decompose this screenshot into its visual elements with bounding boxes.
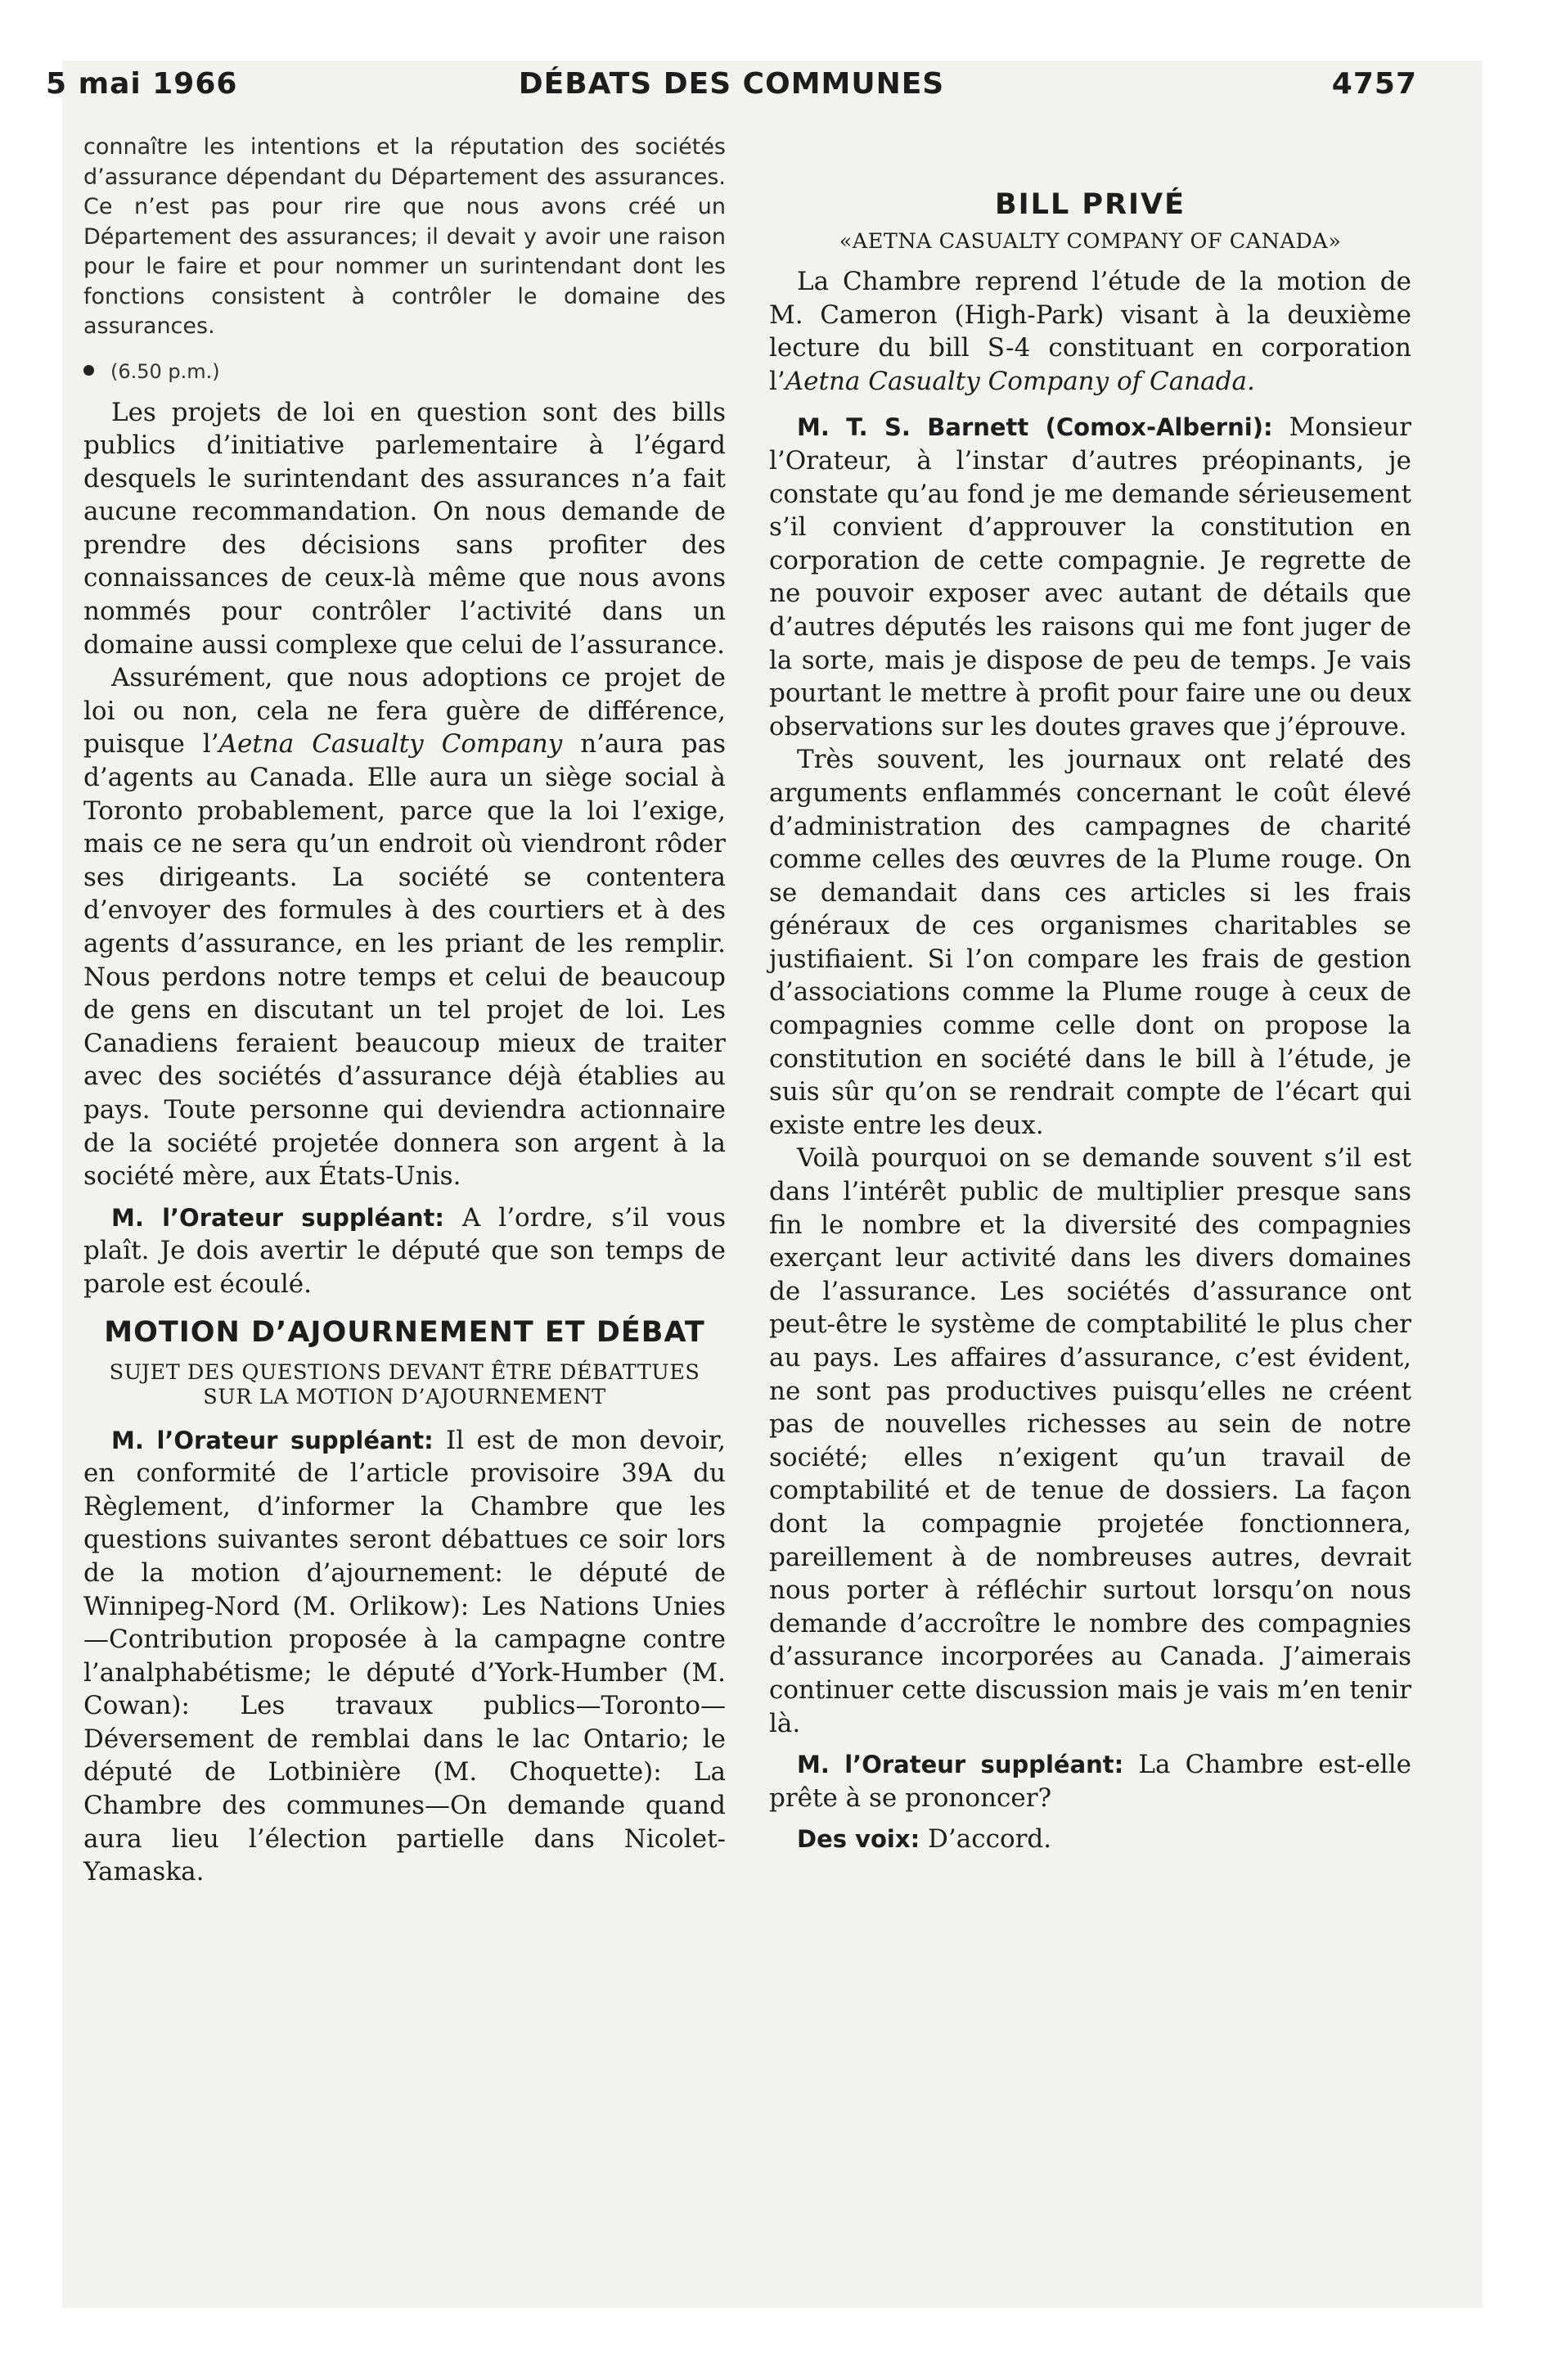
speaker-name: M. l’Orateur suppléant: xyxy=(797,1751,1124,1779)
left-paragraph-3-b: n’aura pas d’agents au Canada. Elle aura un siège social à Toronto probablement, parce que la loi l’exige, mais ce ne sera qu’un endroit où viendront rôder ses dirigeants. La société se contentera d’envoyer des formules à des courtiers et à des agents d’assurance, en les priant de les remplir. Nous perdons notre temps et celui de beaucoup de gens en discutant un tel projet de loi. Les Canadiens feraient beaucoup mieux de traiter avec des sociétés d’assurance déjà établies au pays. Toute personne qui deviendra actionnaire de la société projetée donnera son argent à la société mère, aux États-Unis. xyxy=(83,729,727,1192)
page-number: 4757 xyxy=(1331,67,1417,101)
speaker-name: Des voix: xyxy=(797,1825,920,1854)
right-paragraph-1-a: La Chambre reprend l’étude de la motion de M. Cameron (High-Park) visant à la deuxième lecture du bill S-4 constituant en corporation l’ xyxy=(769,267,1411,396)
speaker-name: M. l’Orateur suppléant: xyxy=(111,1426,434,1454)
section-heading-bill: BILL PRIVÉ xyxy=(994,188,1186,221)
bullet-icon xyxy=(83,365,94,376)
page-header xyxy=(46,67,1417,113)
left-paragraph-2: Les projets de loi en question sont des bills publics d’initiative parlementaire à l’égard desquels le surintendant des assurances n’a fait aucune recommandation. On nous demande de prendre des décisions sans profiter des connaissances de ceux-là même que nous avons nommés pour contrôler l’activité dans un domaine aussi complexe que celui de l’assurance. xyxy=(83,397,726,660)
speaker-name: M. l’Orateur suppléant: xyxy=(111,1203,444,1232)
section-subheading-bill: «AETNA CASUALTY COMPANY OF CANADA» xyxy=(839,229,1342,254)
right-paragraph-6 xyxy=(769,1823,1411,1856)
left-paragraph-3-a: Assurément, que nous adoptions ce projet de loi ou non, cela ne fera guère de différence, puisque l’ xyxy=(83,663,726,760)
section-heading-motion: MOTION D’AJOURNEMENT ET DÉBAT xyxy=(104,1315,705,1349)
left-column xyxy=(83,133,726,1889)
left-paragraph-1: connaître les intentions et la réputation des sociétés d’assurance dépendant du Département des assurances. Ce n’est pas pour rire que nous avons créé un Département des assurances; il devait y avoir une raison pour le faire et pour nommer un surintendant dont les fonctions consistent à contrôler le domaine des assurances. xyxy=(83,134,726,339)
speech-text: La Chambre est-elle prête à se prononcer? xyxy=(769,1750,1411,1813)
company-name: Aetna Casualty Company xyxy=(218,729,563,760)
left-paragraph-5 xyxy=(83,1424,726,1889)
right-paragraph-1 xyxy=(769,265,1411,398)
right-paragraph-5 xyxy=(769,1748,1411,1814)
page-title: DÉBATS DES COMMUNES xyxy=(518,67,945,101)
speech-text: Il est de mon devoir, en conformité de l’article provisoire 39A du Règlement, d’informer la Chambre que les questions suivantes seront débattues ce soir lors de la motion d’ajournement: le député de Winnipeg-Nord (M. Orlikow): Les Nations Unies—Contribution proposée à la campagne contre l’analphabétisme; le député d’York-Humber (M. Cowan): Les travaux publics—Toronto—Déversement de remblai dans le lac Ontario; le député de Lotbinière (M. Choquette): La Chambre des communes—On demande quand aura lieu l’élection partielle dans Nicolet-Yamaska. xyxy=(83,1425,726,1887)
section-subheading: SUJET DES QUESTIONS DEVANT ÊTRE DÉBATTUES SUR LA MOTION D’AJOURNEMENT xyxy=(109,1359,700,1409)
speech-text: D’accord. xyxy=(920,1824,1052,1855)
speaker-name: M. T. S. Barnett (Comox-Alberni): xyxy=(797,413,1273,442)
left-paragraph-4 xyxy=(83,1201,726,1301)
timestamp-text: (6.50 p.m.) xyxy=(110,359,220,383)
page-date: 5 mai 1966 xyxy=(46,67,238,101)
speech-text: A l’ordre, s’il vous plaît. Je dois avertir le député que son temps de parole est écoulé. xyxy=(83,1202,726,1299)
left-paragraph-3 xyxy=(83,661,726,1193)
timestamp xyxy=(83,355,726,388)
right-paragraph-3: Très souvent, les journaux ont relaté des arguments enflammés concernant le coût élevé d’administration des campagnes de charité comme celles des œuvres de la Plume rouge. On se demandait dans ces articles si les frais généraux de ces organismes charitables se justifiaient. Si l’on compare les frais de gestion d’associations comme la Plume rouge à ceux de compagnies comme celle dont on propose la constitution en société dans le bill à l’étude, je suis sûr qu’on se rendrait compte de l’écart qui existe entre les deux. xyxy=(769,745,1411,1140)
right-column xyxy=(769,133,1411,1856)
right-paragraph-2 xyxy=(769,411,1411,743)
right-paragraph-4: Voilà pourquoi on se demande souvent s’il est dans l’intérêt public de multiplier presque sans fin le nombre et la diversité des compagnies exerçant leur activité dans les divers domaines de l’assurance. Les sociétés d’assurance ont peut-être le système de comptabilité le plus cher au pays. Les affaires d’assurance, c’est évident, ne sont pas productives puisqu’elles ne créent pas de nouvelles richesses au sein de notre société; elles n’exigent qu’un travail de comptabilité et de tenue de dossiers. La façon dont la compagnie projetée fonctionnera, pareillement à de nombreuses autres, devrait nous porter à réfléchir surtout lorsqu’on nous demande d’accroître le nombre des compagnies d’assurance incorporées au Canada. J’aimerais continuer cette discussion mais je vais m’en tenir là. xyxy=(769,1143,1411,1738)
company-name: Aetna Casualty Company of Canada. xyxy=(785,366,1255,396)
speech-text: Monsieur l’Orateur, à l’instar d’autres préopinants, je constate qu’au fond je me demande sérieusement s’il convient d’approuver la constitution en corporation de cette compagnie. Je regrette de ne pouvoir exposer avec autant de détails que d’autres députés les raisons qui me font juger de la sorte, mais je dispose de peu de temps. Je vais pourtant le mettre à profit pour faire une ou deux observations sur les doutes graves que j’éprouve. xyxy=(769,412,1411,741)
